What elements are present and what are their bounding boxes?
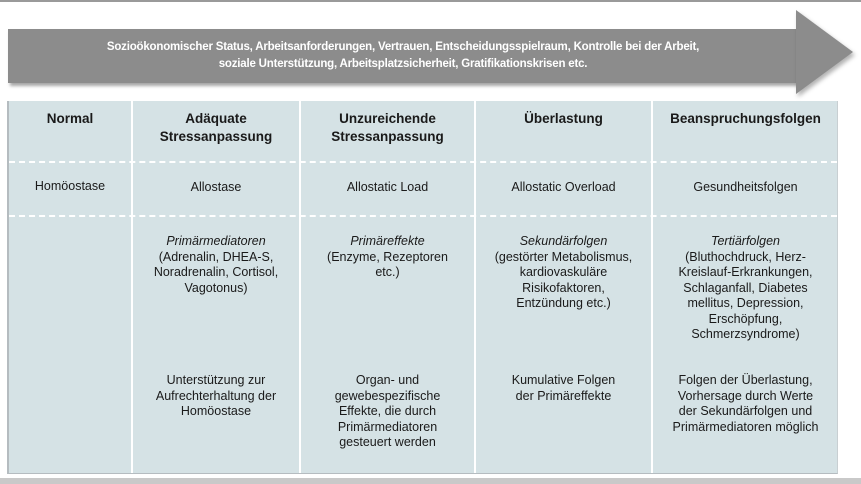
description-line: Kumulative Folgen	[511, 373, 616, 387]
header-line: Normal	[46, 111, 94, 126]
header-adaequate	[133, 110, 299, 146]
state-label: Allostatic Load	[346, 180, 429, 194]
description-line: gesteuert werden	[339, 435, 436, 449]
state-unzureichend	[301, 180, 474, 196]
effect-title: Tertiärfolgen	[710, 234, 781, 248]
description-line: Primärmediatoren	[337, 419, 438, 434]
description-line: der Primäreffekte	[515, 388, 612, 403]
description-line: Primärmediatoren möglich	[672, 419, 819, 434]
effect-line: Schlaganfall, Diabetes	[683, 280, 808, 295]
header-ueberlastung	[476, 110, 651, 128]
effect-line: Risikofaktoren,	[522, 280, 605, 295]
factors-arrow	[8, 10, 853, 95]
arrow-head-icon	[796, 10, 853, 94]
description-line: Homöostase	[180, 404, 252, 418]
arrow-label-line: soziale Unterstützung, Arbeitsplatzsicherheit, Gratifikationskrisen etc.	[218, 58, 588, 70]
effects-adaequate	[133, 234, 299, 296]
effects-beanspruchungsfolgen	[653, 234, 838, 343]
description-line: Effekte, die durch	[338, 404, 437, 418]
effect-line: Schmerzsyndrome)	[691, 327, 800, 341]
header-normal	[9, 110, 131, 128]
description-line: der Sekundärfolgen und	[678, 404, 813, 418]
state-adaequate	[133, 180, 299, 196]
effect-line: (gestörter Metabolismus,	[494, 249, 633, 264]
state-label: Allostase	[190, 180, 242, 194]
description-line: Folgen der Überlastung,	[678, 373, 813, 387]
description-line: Aufrechterhaltung der	[155, 388, 277, 403]
header-line: Beanspruchungsfolgen	[670, 111, 821, 126]
header-line: Stressanpassung	[331, 129, 444, 144]
row-divider	[9, 215, 837, 217]
header-line: Adäquate	[185, 111, 247, 126]
effect-title: Primäreffekte	[350, 234, 425, 248]
top-rule	[0, 0, 861, 2]
effect-line: Noradrenalin, Cortisol,	[153, 265, 279, 279]
description-line: Unterstützung zur	[166, 373, 266, 387]
state-ueberlastung	[476, 180, 651, 196]
description-line: gewebespezifische	[334, 388, 441, 403]
row-divider	[9, 161, 837, 163]
header-unzureichend	[301, 110, 474, 146]
description-unzureichend	[301, 373, 474, 451]
state-label: Homöostase	[34, 179, 106, 193]
description-beanspruchungsfolgen	[653, 373, 838, 435]
state-beanspruchungsfolgen	[653, 180, 838, 196]
state-label: Gesundheitsfolgen	[693, 180, 798, 194]
description-line: Organ- und	[355, 373, 420, 387]
effects-ueberlastung	[476, 234, 651, 312]
effect-line: Erschöpfung,	[708, 311, 783, 326]
effect-line: mellitus, Depression,	[687, 296, 804, 310]
effect-line: Vagotonus)	[184, 280, 248, 295]
effect-line: kardiovaskuläre	[519, 265, 608, 279]
description-ueberlastung	[476, 373, 651, 404]
effect-line: (Enzyme, Rezeptoren	[327, 249, 448, 264]
effect-line: Kreislauf-Erkrankungen,	[678, 265, 813, 279]
effect-line: etc.)	[375, 265, 400, 279]
header-line: Überlastung	[524, 111, 603, 126]
effect-line: (Bluthochdruck, Herz-	[685, 249, 806, 264]
state-normal	[9, 179, 131, 195]
description-line: Vorhersage durch Werte	[677, 388, 814, 403]
arrow-label-line: Sozioökonomischer Status, Arbeitsanforderungen, Vertrauen, Entscheidungsspielraum, Kontrolle bei der Arbeit,	[106, 41, 700, 53]
effect-line: (Adrenalin, DHEA-S,	[158, 249, 274, 264]
effect-line: Entzündung etc.)	[516, 296, 611, 310]
arrow-label	[8, 29, 798, 83]
header-line: Stressanpassung	[159, 129, 273, 144]
effect-title: Primärmediatoren	[166, 234, 266, 248]
stress-stages-table	[7, 101, 838, 474]
header-line: Unzureichende	[339, 111, 436, 126]
bottom-rule	[0, 478, 861, 484]
effects-unzureichend	[301, 234, 474, 281]
description-adaequate	[133, 373, 299, 420]
state-label: Allostatic Overload	[511, 180, 616, 194]
effect-title: Sekundärfolgen	[519, 234, 608, 248]
header-beanspruchungsfolgen	[653, 110, 838, 128]
